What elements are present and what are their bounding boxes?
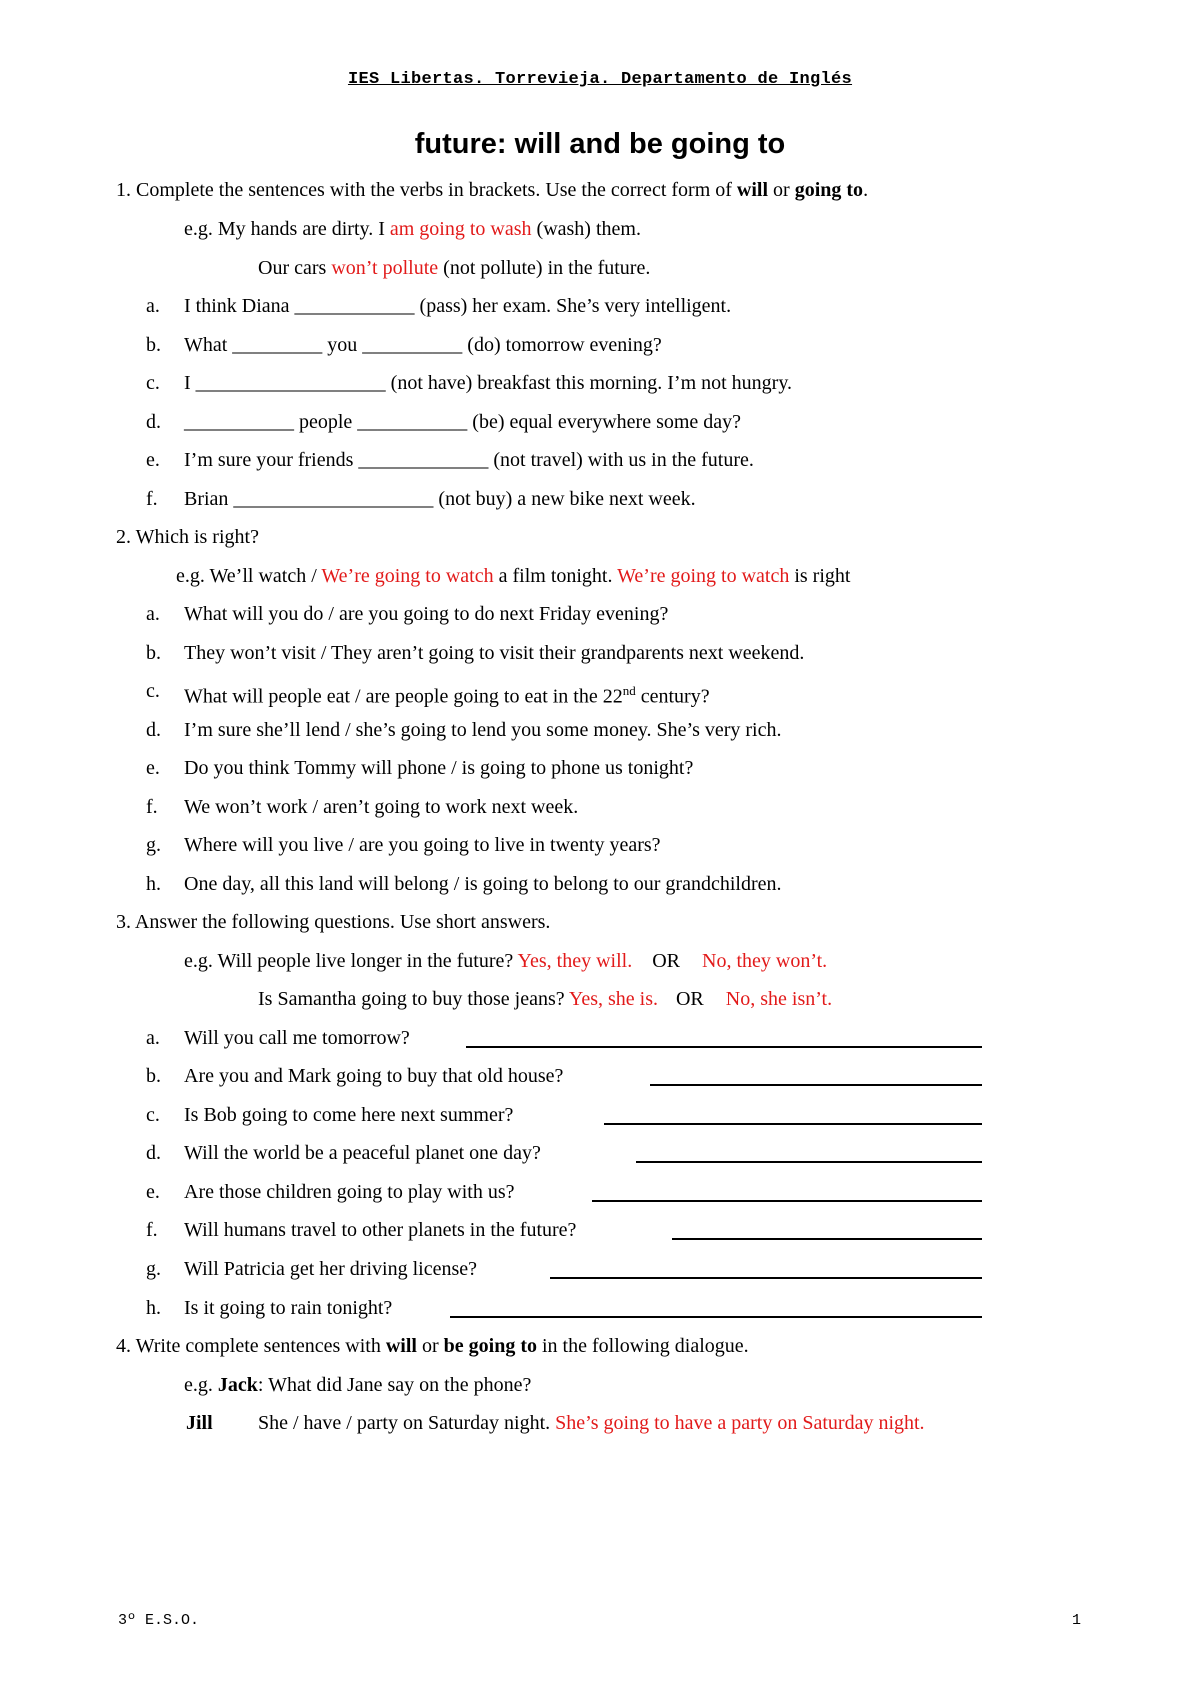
school-header [0, 70, 1200, 89]
example-text: Our cars [258, 257, 332, 279]
exercise-1-example-2 [258, 256, 650, 280]
example-answer: won’t pollute [331, 257, 439, 279]
example-text: e.g. We’ll watch / [176, 565, 322, 587]
item-text: I’m sure she’ll lend / she’s going to lend you some money. She’s very rich. [184, 719, 782, 741]
answer-line[interactable] [592, 1180, 982, 1202]
footer-course: 3º E.S.O. [118, 1612, 200, 1629]
item-text: One day, all this land will belong / is going to belong to our grandchildren. [184, 873, 782, 895]
example-text: e.g. My hands are dirty. I [184, 218, 390, 240]
answer-line[interactable] [550, 1257, 982, 1279]
item-letter: a. [146, 1027, 160, 1049]
item-text [184, 679, 710, 709]
item-text: Brian ____________________ (not buy) a new bike next week. [184, 488, 696, 510]
answer-line[interactable] [672, 1218, 982, 1240]
instr-keyword: will [736, 179, 769, 201]
exercise-3-example-1 [184, 949, 827, 973]
exercise-4-example-2 [186, 1411, 213, 1435]
example-answer: No, she isn’t. [725, 988, 833, 1010]
item-text: Where will you live / are you going to live in twenty years? [184, 834, 661, 856]
example-answer: She’s going to have a party on Saturday night. [555, 1412, 925, 1434]
speaker-name: Jill [186, 1412, 213, 1434]
example-answer: We’re going to watch [321, 565, 494, 587]
example-text: (wash) them. [531, 218, 641, 240]
item-text: Will Patricia get her driving license? [184, 1258, 477, 1280]
item-letter: e. [146, 1181, 160, 1203]
answer-line[interactable] [466, 1026, 982, 1048]
exercise-4-example-2-sentence [258, 1411, 925, 1435]
item-letter: f. [146, 796, 158, 818]
item-letter: c. [146, 372, 160, 394]
item-letter: b. [146, 334, 161, 356]
example-answer: am going to wash [389, 218, 532, 240]
example-text: (not pollute) in the future. [438, 257, 651, 279]
item-letter: f. [146, 1219, 158, 1241]
item-text-part: century? [635, 685, 710, 708]
example-text: e.g. Will people live longer in the future? [184, 950, 518, 972]
item-text-part: What will people eat / are people going to eat in the 22 [184, 685, 623, 708]
example-or: OR [652, 950, 680, 972]
example-answer: Yes, they will. [517, 950, 633, 972]
example-text: e.g. [184, 1374, 218, 1396]
item-letter: h. [146, 873, 161, 895]
item-letter: d. [146, 719, 161, 741]
item-letter: f. [146, 488, 158, 510]
answer-line[interactable] [650, 1064, 982, 1086]
answer-line[interactable] [450, 1296, 982, 1318]
item-letter: b. [146, 642, 161, 664]
example-text: a film tonight. [493, 565, 618, 587]
example-text: Is Samantha going to buy those jeans? [258, 988, 569, 1010]
example-answer: No, they won’t. [702, 950, 828, 972]
item-text: Are you and Mark going to buy that old house? [184, 1065, 564, 1087]
exercise-4-instructions [116, 1334, 749, 1358]
item-letter: h. [146, 1297, 161, 1319]
answer-line[interactable] [636, 1141, 982, 1163]
item-text: Is it going to rain tonight? [184, 1297, 393, 1319]
worksheet-title: future: will and be going to [414, 128, 786, 160]
item-text: I’m sure your friends _____________ (not travel) with us in the future. [184, 449, 754, 471]
example-text: She / have / party on Saturday night. [258, 1412, 556, 1434]
exercise-3-instructions: 3. Answer the following questions. Use short answers. [116, 911, 551, 933]
item-letter: g. [146, 834, 161, 856]
item-text: They won’t visit / They aren’t going to visit their grandparents next weekend. [184, 642, 805, 664]
exercise-1-example-1 [184, 217, 641, 241]
instr-text: or [768, 179, 795, 201]
speaker-name: Jack [217, 1374, 258, 1396]
school-header-text: IES Libertas. Torrevieja. Departamento de Inglés [347, 70, 853, 89]
instr-text: 4. Write complete sentences with [116, 1335, 386, 1357]
item-letter: c. [146, 680, 160, 702]
item-text: What _________ you __________ (do) tomorrow evening? [184, 334, 662, 356]
page-number: 1 [1072, 1612, 1082, 1629]
item-text: I think Diana ____________ (pass) her exam. She’s very intelligent. [184, 295, 732, 317]
item-text: What will you do / are you going to do next Friday evening? [184, 603, 669, 625]
item-letter: c. [146, 1104, 160, 1126]
instr-keyword: will [385, 1335, 417, 1357]
instr-text: 1. Complete the sentences with the verbs in brackets. Use the correct form of [116, 179, 737, 201]
example-text: : What did Jane say on the phone? [257, 1374, 532, 1396]
item-text: Are those children going to play with us? [184, 1181, 515, 1203]
example-answer: We’re going to watch [617, 565, 790, 587]
item-letter: e. [146, 449, 160, 471]
exercise-2-example [176, 564, 850, 588]
example-or: OR [675, 988, 704, 1010]
instr-text: in the following dialogue. [537, 1335, 749, 1357]
instr-text: . [863, 179, 869, 201]
item-letter: e. [146, 757, 160, 779]
instr-text: or [416, 1335, 444, 1357]
ordinal-suffix: nd [622, 683, 636, 698]
item-letter: a. [146, 295, 160, 317]
answer-line[interactable] [604, 1103, 982, 1125]
example-text: is right [789, 565, 851, 587]
item-text: Will the world be a peaceful planet one day? [184, 1142, 541, 1164]
item-letter: d. [146, 1142, 161, 1164]
exercise-2-instructions: 2. Which is right? [116, 526, 259, 548]
exercise-4-example-1 [184, 1373, 531, 1397]
item-letter: d. [146, 411, 161, 433]
item-text: Is Bob going to come here next summer? [184, 1104, 514, 1126]
item-letter: a. [146, 603, 160, 625]
item-letter: b. [146, 1065, 161, 1087]
example-answer: Yes, she is. [568, 988, 658, 1010]
instr-keyword: be going to [443, 1335, 537, 1357]
item-text: Do you think Tommy will phone / is going to phone us tonight? [184, 757, 694, 779]
instr-keyword: going to [794, 179, 864, 201]
item-text: Will you call me tomorrow? [184, 1027, 410, 1049]
item-text: I ___________________ (not have) breakfast this morning. I’m not hungry. [184, 372, 793, 394]
item-text: We won’t work / aren’t going to work next week. [184, 796, 579, 818]
item-letter: g. [146, 1258, 161, 1280]
item-text: Will humans travel to other planets in the future? [184, 1219, 577, 1241]
item-text: ___________ people ___________ (be) equal everywhere some day? [184, 411, 742, 433]
exercise-3-example-2 [258, 987, 832, 1011]
exercise-1-instructions [116, 178, 868, 202]
